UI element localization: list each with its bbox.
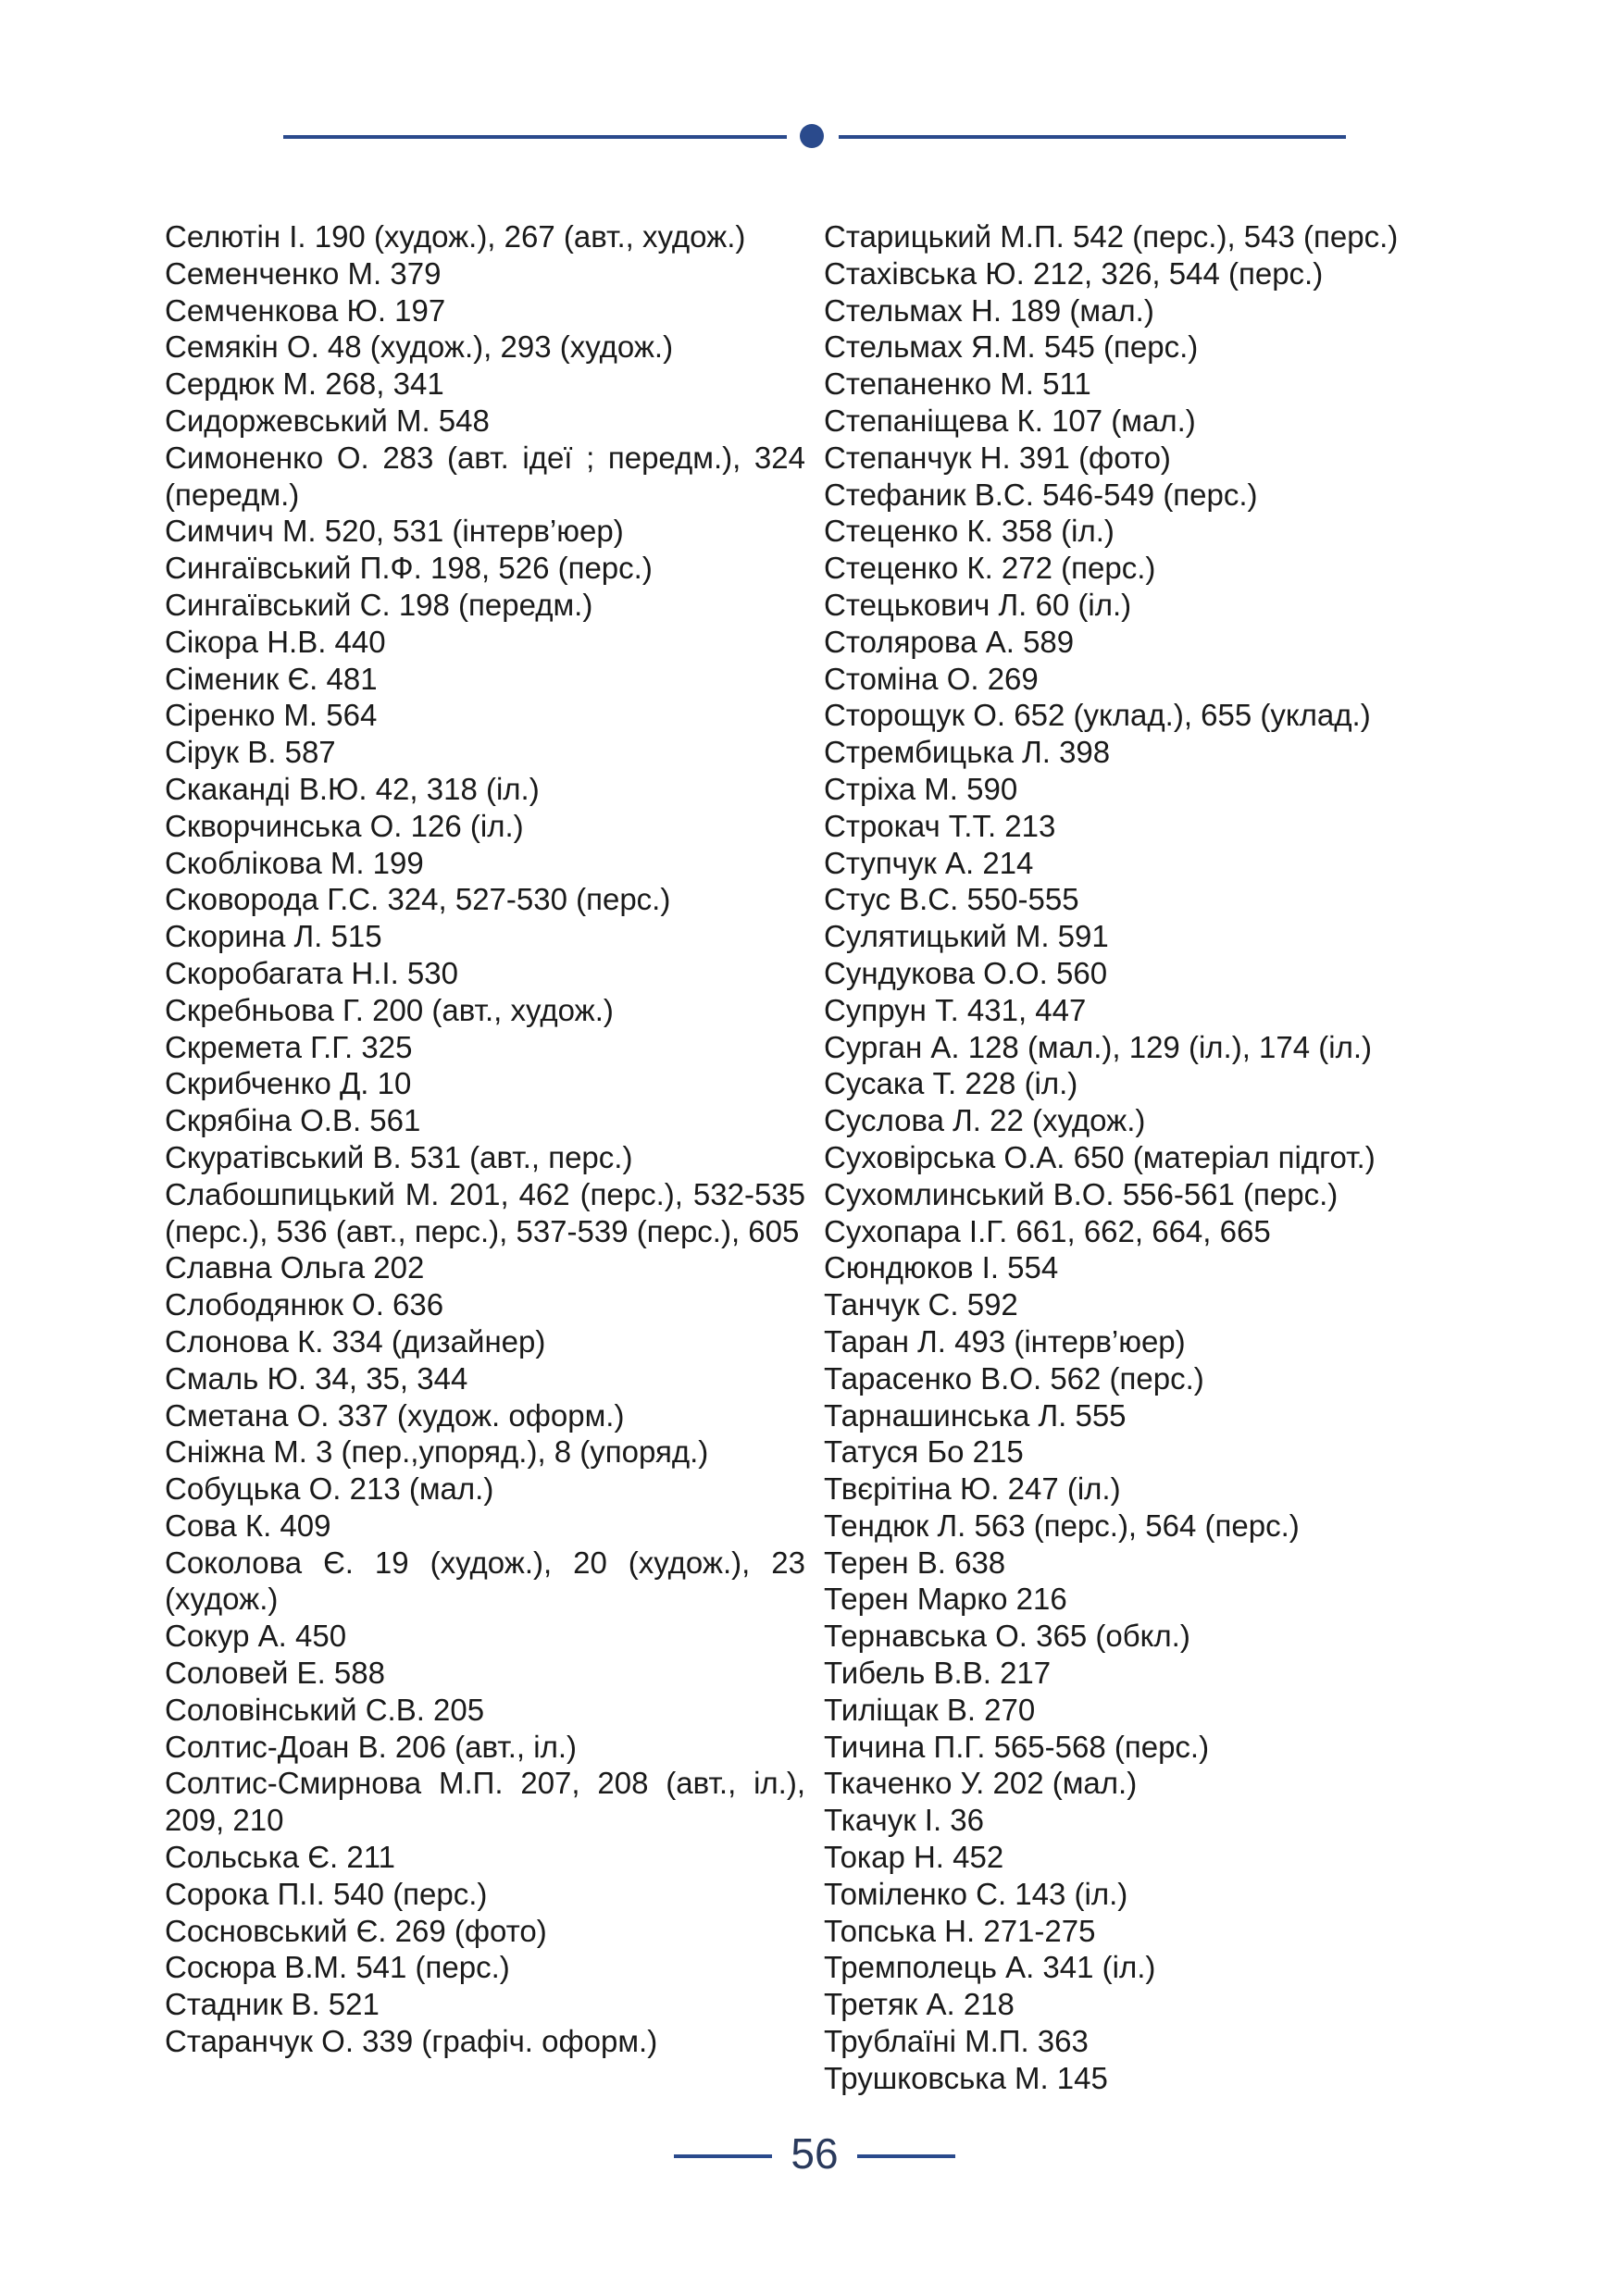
header-rule-right xyxy=(839,135,1346,139)
header-dot-ornament xyxy=(800,124,824,148)
index-entry: Тиліщак В. 270 xyxy=(824,1692,1036,1727)
index-entry: Сіменик Є. 481 xyxy=(165,661,378,696)
index-entry: Семченкова Ю. 197 xyxy=(165,292,446,328)
index-column-left xyxy=(165,218,805,2060)
index-entry: Строкач Т.Т. 213 xyxy=(824,808,1056,843)
index-entry: Тарасенко В.О. 562 (перс.) xyxy=(824,1360,1204,1396)
index-entry: Сніжна М. 3 (пер.,упоряд.), 8 (упоряд.) xyxy=(165,1434,709,1470)
index-entry: Славна Ольга 202 xyxy=(165,1250,425,1285)
index-entry: Стоміна О. 269 xyxy=(824,661,1039,696)
index-entry: Слонова К. 334 (дизайнер) xyxy=(165,1323,546,1359)
index-entry: Сидоржевський М. 548 xyxy=(165,403,490,438)
index-entry: Слабошпицький М. 201, 462 (перс.), 532-535 (перс.), 536 (авт., перс.), 537-539 (перс.), 605 xyxy=(165,1176,805,1248)
index-entry: Ткаченко У. 202 (мал.) xyxy=(824,1766,1138,1801)
index-entry: Стеценко К. 358 (іл.) xyxy=(824,514,1115,549)
page-number: 56 xyxy=(791,2129,839,2178)
index-entry: Третяк А. 218 xyxy=(824,1987,1015,2022)
index-entry: Стельмах Н. 189 (мал.) xyxy=(824,292,1154,328)
index-entry: Стрембицька Л. 398 xyxy=(824,735,1111,770)
index-entry: Столярова А. 589 xyxy=(824,624,1075,659)
index-entry: Томіленко С. 143 (іл.) xyxy=(824,1876,1128,1911)
index-entry: Тибель В.В. 217 xyxy=(824,1656,1052,1691)
index-entry: Симоненко О. 283 (авт. ідеї ; передм.), 324 (передм.) xyxy=(165,440,805,512)
footer-rule-right xyxy=(857,2154,955,2158)
index-entry: Татуся Бо 215 xyxy=(824,1434,1024,1470)
index-entry: Стельмах Я.М. 545 (перс.) xyxy=(824,329,1199,365)
index-entry: Терен В. 638 xyxy=(824,1545,1006,1580)
index-entry: Стецькович Л. 60 (іл.) xyxy=(824,587,1132,622)
index-entry: Сіренко М. 564 xyxy=(165,698,378,733)
index-entry: Трушковська М. 145 xyxy=(824,2060,1108,2095)
index-entry: Таран Л. 493 (інтерв’юер) xyxy=(824,1323,1186,1359)
index-entry: Тарнашинська Л. 555 xyxy=(824,1397,1127,1433)
index-entry: Тендюк Л. 563 (перс.), 564 (перс.) xyxy=(824,1508,1300,1543)
index-entry: Сулятицький М. 591 xyxy=(824,919,1109,954)
header-rule-left xyxy=(283,135,787,139)
index-entry: Стахівська Ю. 212, 326, 544 (перс.) xyxy=(824,255,1324,291)
index-entry: Терен Марко 216 xyxy=(824,1582,1067,1617)
index-entry: Танчук С. 592 xyxy=(824,1287,1018,1322)
index-entry: Скремета Г.Г. 325 xyxy=(165,1029,413,1064)
index-entry: Сова К. 409 xyxy=(165,1508,331,1543)
index-column-right xyxy=(824,218,1463,2097)
index-entry: Сюндюков І. 554 xyxy=(824,1250,1059,1285)
index-entry: Сокур А. 450 xyxy=(165,1619,347,1654)
index-entry: Старанчук О. 339 (графіч. оформ.) xyxy=(165,2024,658,2059)
index-entry: Сторощук О. 652 (уклад.), 655 (уклад.) xyxy=(824,698,1371,733)
index-entry: Сметана О. 337 (худож. оформ.) xyxy=(165,1397,625,1433)
index-entry: Ступчук А. 214 xyxy=(824,845,1034,880)
index-entry: Семякін О. 48 (худож.), 293 (худож.) xyxy=(165,329,674,365)
index-entry: Тремполець А. 341 (іл.) xyxy=(824,1950,1156,1985)
index-entry: Симчич М. 520, 531 (інтерв’юер) xyxy=(165,514,624,549)
index-entry: Степаніщева К. 107 (мал.) xyxy=(824,403,1196,438)
index-entry: Стеценко К. 272 (перс.) xyxy=(824,551,1156,586)
index-entry: Степаненко М. 511 xyxy=(824,366,1091,402)
index-entry: Суховірська О.А. 650 (матеріал підгот.) xyxy=(824,1139,1376,1174)
index-entry: Твєрітіна Ю. 247 (іл.) xyxy=(824,1471,1121,1507)
index-entry: Стефаник В.С. 546-549 (перс.) xyxy=(824,477,1258,512)
index-entry: Старицький М.П. 542 (перс.), 543 (перс.) xyxy=(824,219,1399,254)
index-entry: Семенченко М. 379 xyxy=(165,255,442,291)
index-entry: Топська Н. 271-275 xyxy=(824,1913,1096,1948)
index-entry: Сольська Є. 211 xyxy=(165,1840,395,1875)
index-entry: Смаль Ю. 34, 35, 344 xyxy=(165,1360,468,1396)
index-entry: Скорина Л. 515 xyxy=(165,919,382,954)
index-entry: Сусака Т. 228 (іл.) xyxy=(824,1066,1078,1101)
index-entry: Тернавська О. 365 (обкл.) xyxy=(824,1619,1190,1654)
index-entry: Солтис-Доан В. 206 (авт., іл.) xyxy=(165,1729,578,1764)
index-entry: Сингаївський П.Ф. 198, 526 (перс.) xyxy=(165,551,653,586)
index-entry: Стріха М. 590 xyxy=(824,771,1018,806)
index-entry: Скрибченко Д. 10 xyxy=(165,1066,412,1101)
index-entry: Токар Н. 452 xyxy=(824,1840,1004,1875)
index-entry: Соловей Е. 588 xyxy=(165,1656,385,1691)
index-entry: Сухопара І.Г. 661, 662, 664, 665 xyxy=(824,1213,1271,1248)
index-entry: Тичина П.Г. 565-568 (перс.) xyxy=(824,1729,1210,1764)
index-entry: Ткачук І. 36 xyxy=(824,1803,985,1838)
index-entry: Сірук В. 587 xyxy=(165,735,336,770)
index-entry: Трублаїні М.П. 363 xyxy=(824,2024,1089,2059)
index-entry: Сосновський Є. 269 (фото) xyxy=(165,1913,547,1948)
index-entry: Соловінський С.В. 205 xyxy=(165,1692,485,1727)
index-entry: Скребньова Г. 200 (авт., худож.) xyxy=(165,992,614,1027)
index-entry: Сухомлинський В.О. 556-561 (перс.) xyxy=(824,1176,1339,1211)
index-entry: Сурган А. 128 (мал.), 129 (іл.), 174 (іл.) xyxy=(824,1029,1372,1064)
index-entry: Сингаївський С. 198 (передм.) xyxy=(165,587,593,622)
index-entry: Собуцька О. 213 (мал.) xyxy=(165,1471,494,1507)
index-entry: Сікора Н.В. 440 xyxy=(165,624,386,659)
index-entry: Скрябіна О.В. 561 xyxy=(165,1103,421,1138)
index-entry: Скоробагата Н.І. 530 xyxy=(165,955,458,990)
index-entry: Степанчук Н. 391 (фото) xyxy=(824,440,1171,475)
index-entry: Сердюк М. 268, 341 xyxy=(165,366,444,402)
index-entry: Супрун Т. 431, 447 xyxy=(824,992,1087,1027)
index-entry: Солтис-Смирнова М.П. 207, 208 (авт., іл.), 209, 210 xyxy=(165,1766,805,1838)
index-entry: Сундукова О.О. 560 xyxy=(824,955,1108,990)
index-entry: Суслова Л. 22 (худож.) xyxy=(824,1103,1146,1138)
index-entry: Стус В.С. 550-555 xyxy=(824,882,1079,917)
index-entry: Слободянюк О. 636 xyxy=(165,1287,444,1322)
index-entry: Сорока П.І. 540 (перс.) xyxy=(165,1876,488,1911)
index-entry: Скворчинська О. 126 (іл.) xyxy=(165,808,524,843)
index-entry: Сосюра В.М. 541 (перс.) xyxy=(165,1950,510,1985)
index-entry: Соколова Є. 19 (худож.), 20 (худож.), 23 (худож.) xyxy=(165,1545,805,1617)
index-entry: Сковорода Г.С. 324, 527-530 (перс.) xyxy=(165,882,671,917)
index-entry: Скаканді В.Ю. 42, 318 (іл.) xyxy=(165,771,540,806)
index-entry: Селютін І. 190 (худож.), 267 (авт., худож.) xyxy=(165,219,746,254)
index-entry: Стадник В. 521 xyxy=(165,1987,380,2022)
index-entry: Скуратівський В. 531 (авт., перс.) xyxy=(165,1139,633,1174)
footer-rule-left xyxy=(674,2154,772,2158)
index-entry: Скоблікова М. 199 xyxy=(165,845,424,880)
